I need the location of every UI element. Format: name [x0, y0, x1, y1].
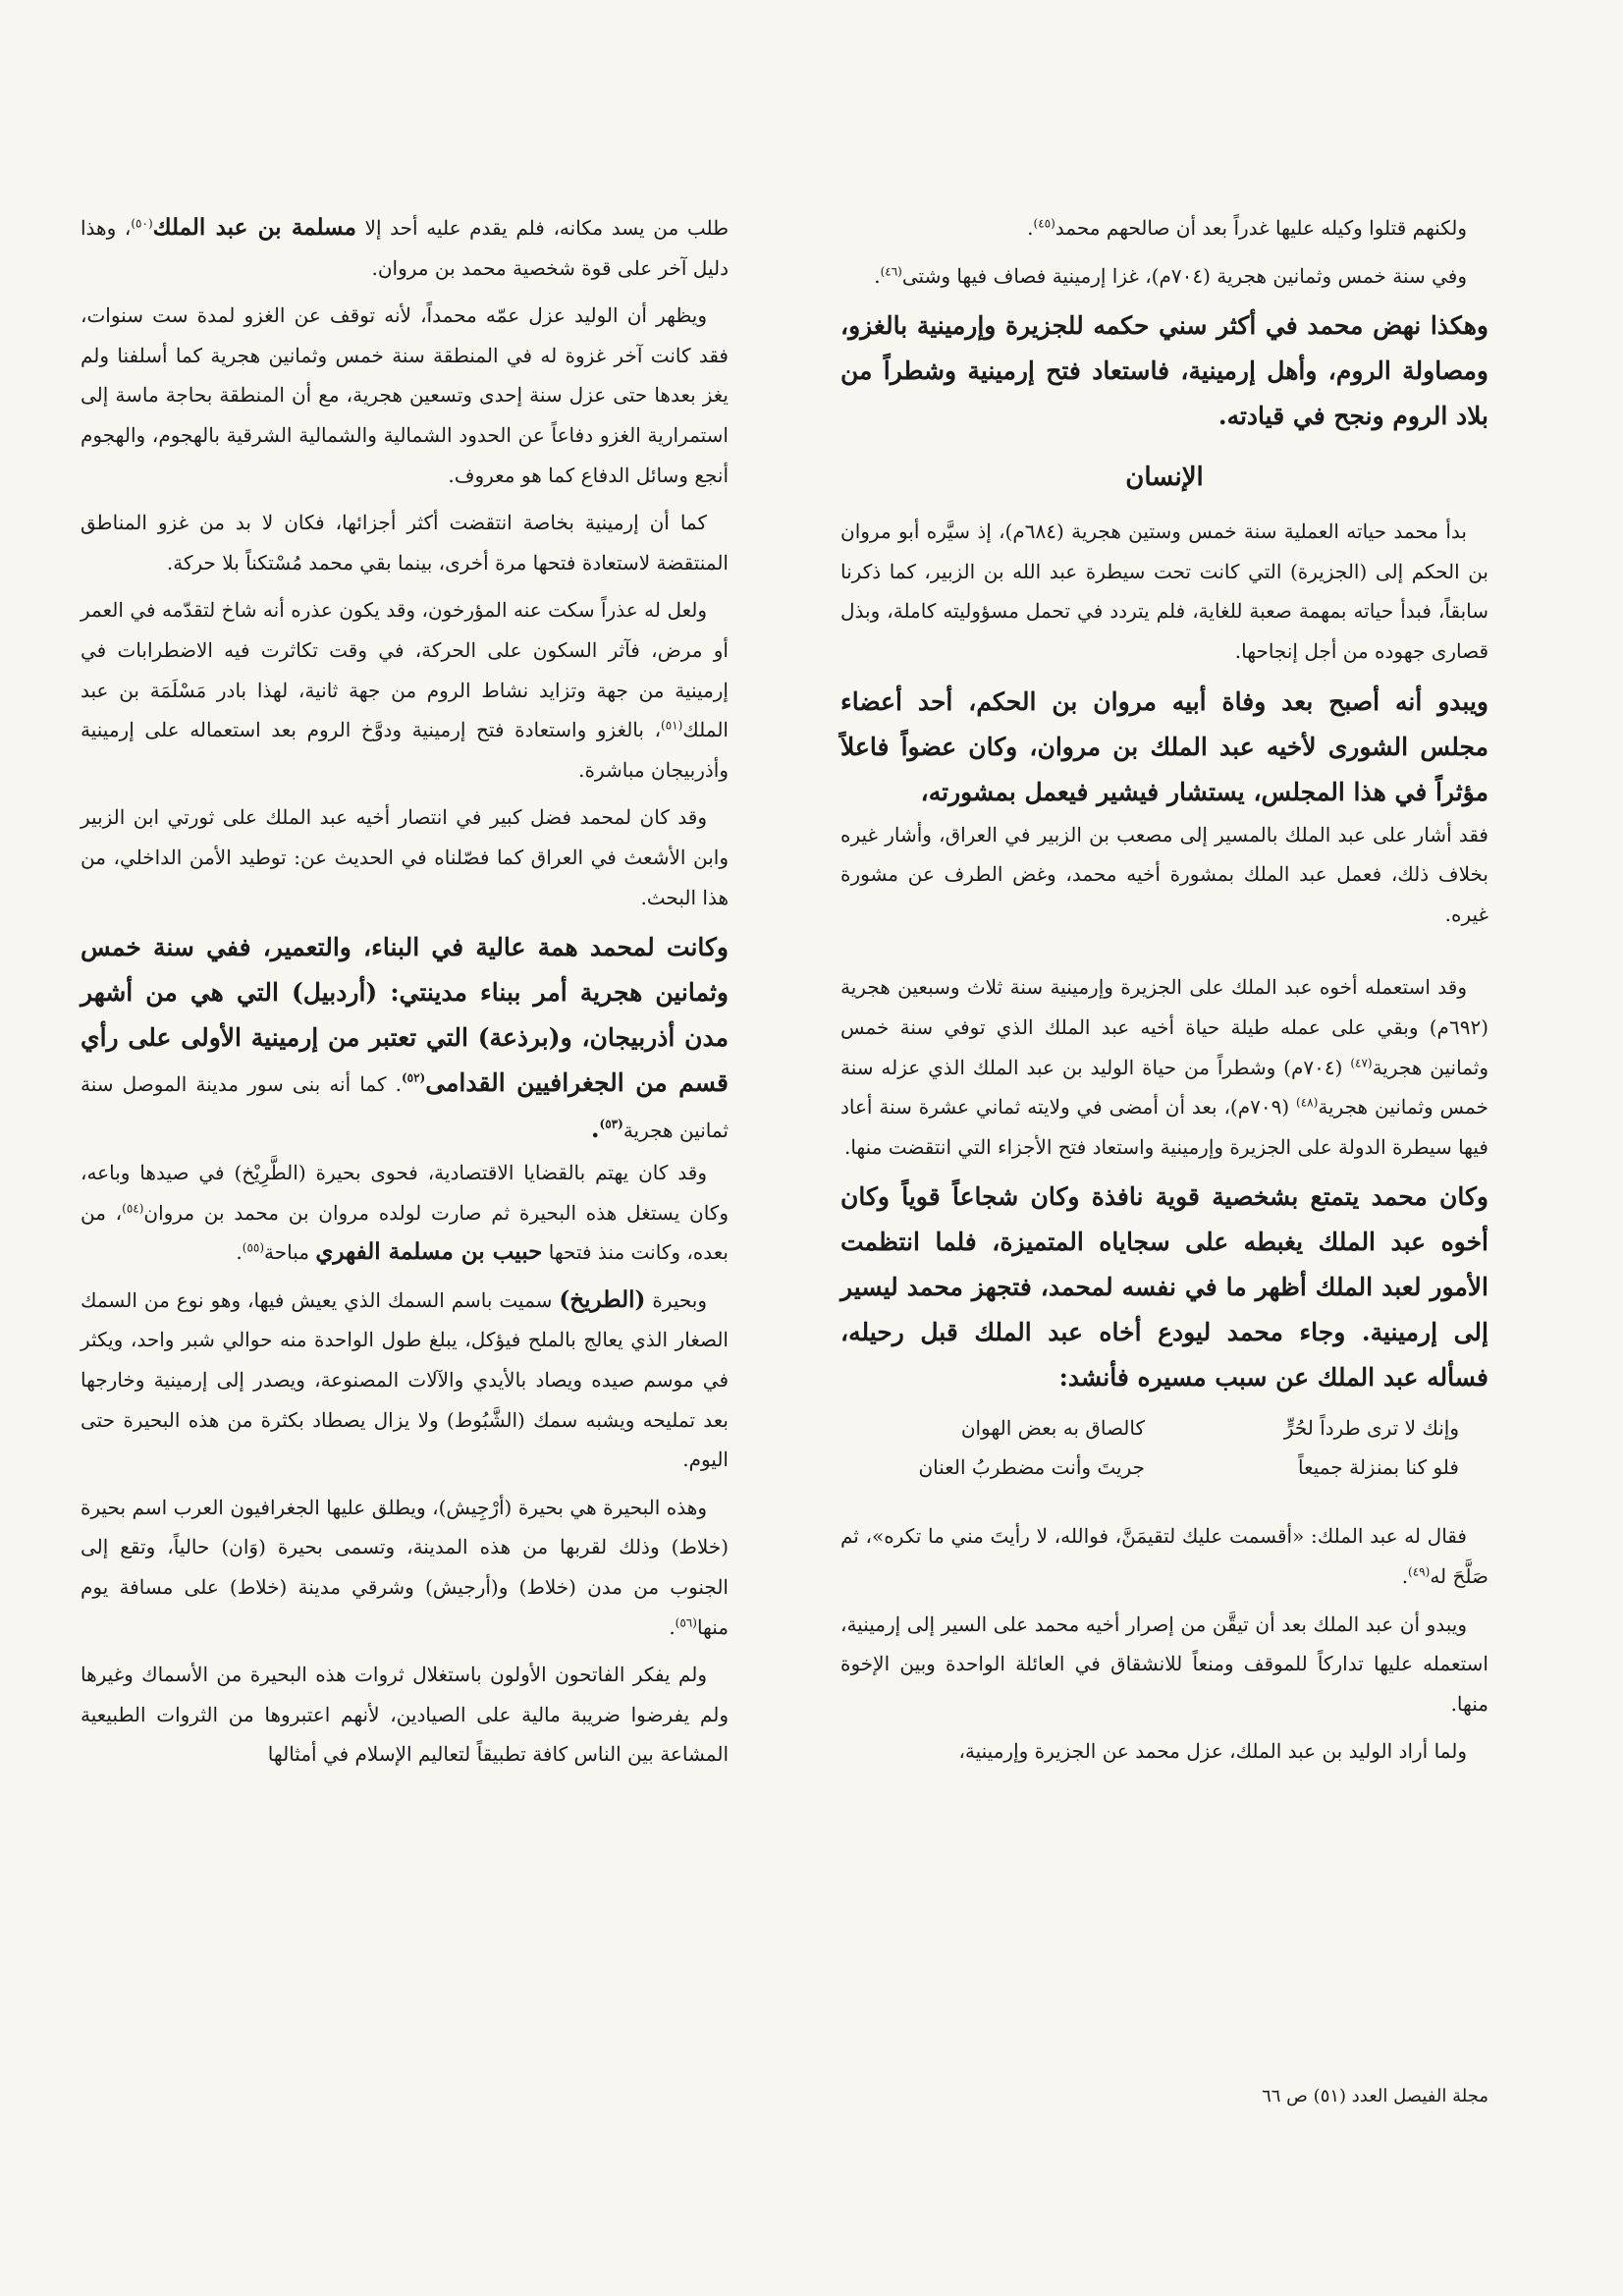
paragraph: ولما أراد الوليد بن عبد الملك، عزل محمد عن الجزيرة وإرمينية،: [958, 1739, 1467, 1764]
section-heading: الإنسان: [1125, 463, 1204, 493]
bold-paragraph: وهكذا نهض محمد في أكثر سني حكمه للجزيرة وإرمينية بالغزو، ومصاولة الروم، وأهل إرمينية، فاستعاد فتح إرمينية وشطراً من بلاد الروم ونجح في قيادته.: [840, 311, 1488, 431]
footnote-ref: (٤٦): [880, 263, 902, 278]
paragraph: وبحيرة (الطريخ) سميت باسم السمك الذي يعيش فيها، وهو نوع من السمك الصغار الذي يعالج بالملح فيؤكل، يبلغ طول الواحدة منه حوالي شبر واحد، ويكثر في موسم صيده ويصاد بالأيدي والآلات المصنوعة، ويصدر إلى إرمينية وخارجها بعد تمليحه ويشبه سمك (الشَّبُوط) ولا يزال يصطاد بكثرة من هذه البحيرة حتى اليوم.: [81, 1285, 729, 1472]
paragraph: طلب من يسد مكانه، فلم يقدم عليه أحد إلا مسلمة بن عبد الملك$^{(٥٠)}$، وهذا دليل آخر على قوة شخصية محمد بن مروان.: [81, 214, 729, 280]
bold-paragraph: ويبدو أنه أصبح بعد وفاة أبيه مروان بن الحكم، أحد أعضاء مجلس الشورى لأخيه عبد الملك بن مروان، وكان عضواً فاعلاً مؤثراً في هذا المجلس، يستشار فيشير فيعمل بمشورته،: [840, 686, 1488, 806]
bold-paragraph: وكان محمد يتمتع بشخصية قوية نافذة وكان شجاعاً قوياً وكان أخوه عبد الملك يغبطه على سجاياه المتميزة، فلما انتظمت الأمور لعبد الملك أظهر ما في نفسه لمحمد، فتجهز محمد ليسير إلى إرمينية. وجاء محمد ليودع أخاه عبد الملك قبل رحيله، فسأله عبد الملك عن سبب مسيره فأنشد:: [840, 1182, 1488, 1393]
poem-verse: كالصاق به بعض الهوان: [960, 1416, 1145, 1441]
paragraph: وفي سنة خمس وثمانين هجرية (٧٠٤م)، غزا إرمينية فصاف فيها وشتى$^{(٤٦)}$.: [874, 263, 1467, 288]
paragraph: وقد استعمله أخوه عبد الملك على الجزيرة وإرمينية سنة ثلاث وسبعين هجرية (٦٩٢م) وبقي على عمله طيلة حياة أخيه عبد الملك الذي توفي سنة خمس وثمانين هجرية$^{(٤٧)}$ (٧٠٤م) وشطراً من حياة الوليد بن عبد الملك الذي عزله سنة خمس وثمانين هجرية$^{(٤٨)}$ (٧٠٩م)، بعد أن أمضى في ولايته ثماني عشرة سنة أعاد فيها سيطرة الدولة على الجزيرة وإرمينية واستعاد فتح الأجزاء التي انتقضت منها.: [840, 975, 1488, 1159]
poem: [840, 1408, 1488, 1487]
paragraph: ويظهر أن الوليد عزل عمّه محمداً، لأنه توقف عن الغزو لمدة ست سنوات، فقد كانت آخر غزوة له في المنطقة سنة خمس وثمانين هجرية كما أسلفنا ولم يغز بعدها حتى عزل سنة إحدى وتسعين هجرية، مع أن المنطقة بحاجة ماسة إلى استمرارية الغزو دفاعاً عن الحدود الشمالية والشمالية الشرقية بالهجوم، والهجوم أنجع وسائل الدفاع كما هو معروف.: [81, 303, 729, 487]
paragraph: فقال له عبد الملك: «أقسمت عليك لتقيمَنَّ، فوالله، لا رأيتَ مني ما تكره»، ثم صَلَّحَ له$^{(٤٩)}$.: [840, 1524, 1488, 1588]
footnote-ref: (٥١): [661, 718, 683, 733]
poem-verse: جريتَ وأنت مضطربُ العنان: [918, 1455, 1145, 1480]
footnote-ref: (٥٥): [242, 1240, 265, 1255]
paragraph: ويبدو أن عبد الملك بعد أن تيقَّن من إصرار أخيه محمد على السير إلى إرمينية، استعمله عليها تداركاً للموقف ومنعاً للانشقاق في العائلة الواحدة وبين الإخوة منها.: [840, 1612, 1488, 1716]
footnote-ref: (٤٨): [1296, 1095, 1319, 1110]
paragraph: كما أن إرمينية بخاصة انتقضت أكثر أجزائها، فكان لا بد من غزو المناطق المنتقضة لاستعادة فتحها مرة أخرى، بينما بقي محمد مُسْتكناً بلا حركة.: [81, 511, 729, 574]
right-column: [840, 208, 1488, 1779]
paragraph: ولكنهم قتلوا وكيله عليها غدراً بعد أن صالحهم محمد$^{(٤٥)}$.: [1027, 216, 1467, 240]
poem-verse: فلو كنا بمنزلة جميعاً: [1298, 1455, 1459, 1480]
footnote-ref: (٥٦): [675, 1614, 697, 1629]
page-footer: مجلة الفيصل العدد (٥١) ص ٦٦: [1262, 2086, 1488, 2106]
footnote-ref: (٥٠): [131, 216, 153, 231]
footnote-ref: (٤٩): [1408, 1564, 1431, 1579]
paragraph: بدأ محمد حياته العملية سنة خمس وستين هجرية (٦٨٤م)، إذ سيَّره أبو مروان بن الحكم إلى (الجزيرة) التي كانت تحت سيطرة عبد الله بن الزبير، كما ذكرنا سابقاً، فبدأ حياته بمهمة صعبة للغاية، فلم يتردد في تحمل مسؤوليته كاملة، وبذل قصارى جهوده من أجل إنجاحها.: [840, 519, 1488, 663]
poem-verse: وإنك لا ترى طرداً لحُرٍّ: [1283, 1416, 1459, 1441]
paragraph: وقد كان يهتم بالقضايا الاقتصادية، فحوى بحيرة (الطَّرِيْخ) في صيدها وباعه، وكان يستغل هذه البحيرة ثم صارت لولده مروان بن محمد بن مروان$^{(٥٤)}$، من بعده، وكانت منذ فتحها حبيب بن مسلمة الفهري مباحة$^{(٥٥)}$.: [81, 1161, 729, 1266]
bold-paragraph: وكانت لمحمد همة عالية في البناء، والتعمير، ففي سنة خمس وثمانين هجرية أمر ببناء مدينتي: (أردبيل) التي هي من أشهر مدن أذربيجان، و(برذعة) التي تعتبر من إرمينية الأولى على رأي قسم من الجغرافيين القدامى$^{(٥٢)}$. كما أنه بنى سور مدينة الموصل سنة ثمانين هجرية$^{(٥٣)}$.: [81, 933, 729, 1144]
paragraph: فقد أشار على عبد الملك بالمسير إلى مصعب بن الزبير في العراق، وأشار غيره بخلاف ذلك، فعمل عبد الملك بمشورة أخيه محمد، وغض الطرف عن مشورة غيره.: [840, 822, 1488, 926]
footnote-ref: (٥٣): [599, 1117, 623, 1131]
footnote-ref: (٥٢): [401, 1070, 426, 1085]
left-column: [81, 208, 729, 1782]
paragraph: ولعل له عذراً سكت عنه المؤرخون، وقد يكون عذره أنه شاخ لتقدّمه في العمر أو مرض، فآثر السكون على الحركة، في وقت تكاثرت فيه الاضطرابات في إرمينية من جهة وتزايد نشاط الروم من جهة ثانية، لهذا بادر مَسْلَمَة بن عبد الملك$^{(٥١)}$، بالغزو واستعادة فتح إرمينية ودوَّخ الروم بعد استعماله على إرمينية وأذربيجان مباشرة.: [81, 598, 729, 782]
footnote-ref: (٤٥): [1033, 216, 1055, 231]
paragraph: وقد كان لمحمد فضل كبير في انتصار أخيه عبد الملك على ثورتي ابن الزبير وابن الأشعث في العراق كما فصّلناه في الحديث عن: توطيد الأمن الداخلي، من هذا البحث.: [81, 805, 729, 909]
paragraph: ولم يفكر الفاتحون الأولون باستغلال ثروات هذه البحيرة من الأسماك وغيرها ولم يفرضوا ضريبة مالية على الصيادين، لأنهم اعتبروها من الثروات الطبيعية المشاعة بين الناس كافة تطبيقاً لتعاليم الإسلام في أمثالها: [81, 1663, 729, 1767]
footnote-ref: (٥٤): [122, 1201, 144, 1216]
footnote-ref: (٤٧): [1350, 1055, 1373, 1069]
paragraph: وهذه البحيرة هي بحيرة (أرْجِيش)، ويطلق عليها الجغرافيون العرب اسم بحيرة (خلاط) وذلك لقربها من هذه المدينة، وتسمى بحيرة (وَان) حالياً، وتقع إلى الجنوب من مدن (خلاط) و(أرجيش) وشرقي مدينة (خلاط) على مسافة يوم منها$^{(٥٦)}$.: [81, 1495, 729, 1639]
